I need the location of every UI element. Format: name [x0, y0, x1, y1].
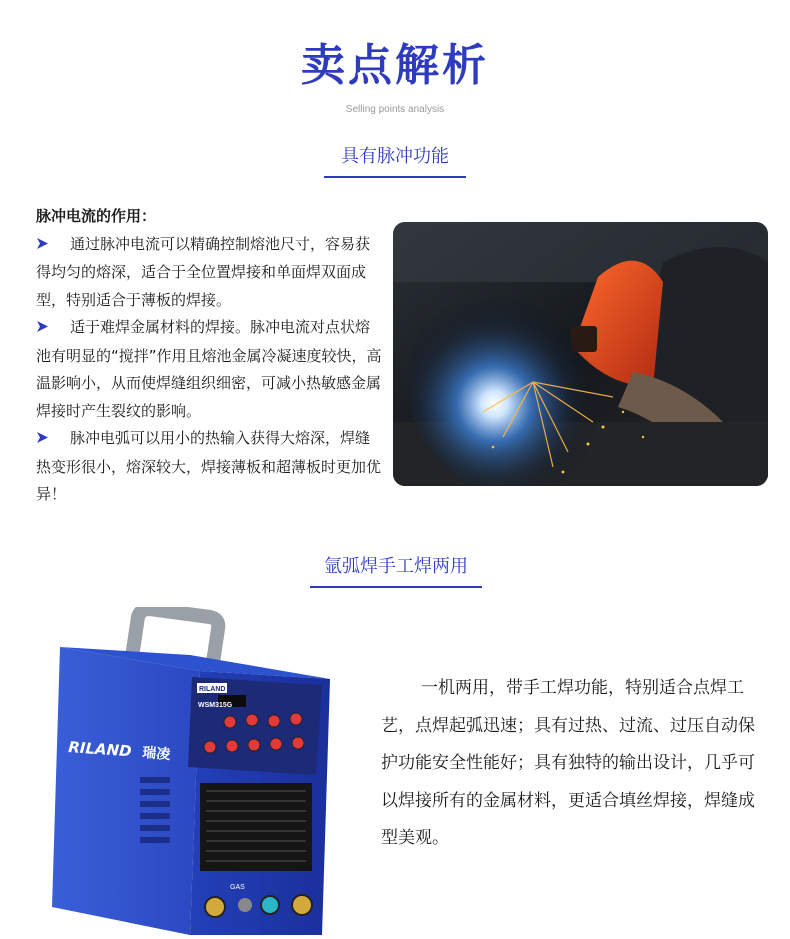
pulse-intro: 脉冲电流的作用：: [36, 207, 157, 225]
arrow-bullet-icon: [36, 232, 70, 260]
heading-underline: [324, 176, 466, 178]
page-subtitle: Selling points analysis: [345, 104, 445, 115]
welding-photo: [393, 222, 768, 486]
arrow-bullet-icon: [36, 315, 70, 343]
section-heading-pulse-label: 具有脉冲功能: [341, 146, 449, 167]
pulse-description: [36, 203, 382, 509]
brand-plate-text: RILAND: [199, 686, 226, 693]
pulse-point: [36, 314, 382, 425]
pulse-point-text: 脉冲电弧可以用小的热输入获得大熔深，焊缝热变形很小，熔深较大，焊接薄板和超薄板时更加优异！: [36, 429, 382, 503]
section-heading-pulse: [324, 144, 466, 170]
heading-underline: [310, 586, 482, 588]
page-title: 卖点解析: [301, 40, 489, 91]
welding-machine-photo: [40, 607, 360, 935]
front-vent: [200, 783, 312, 871]
arrow-bullet-icon: [36, 426, 70, 454]
section-heading-dual-label: 氩弧焊手工焊两用: [324, 556, 468, 577]
gas-label: GAS: [230, 884, 245, 891]
pulse-point: [36, 231, 382, 315]
machine-brand-cn: 瑞凌: [141, 745, 171, 763]
pulse-point-text: 通过脉冲电流可以精确控制熔池尺寸，容易获得均匀的熔深，适合于全位置焊接和单面焊双面成型，特别适合于薄板的焊接。: [36, 234, 371, 309]
model-label: WSM315G: [198, 702, 233, 709]
section-heading-dual: [310, 554, 482, 580]
dual-use-description: 一机两用，带手工焊功能，特别适合点焊工艺，点焊起弧迅速；具有过热、过流、过压自动保护功能安全性能好；具有独特的输出设计，几乎可以焊接所有的金属材料，更适合填丝焊接，焊缝成型美观。: [381, 678, 755, 848]
pulse-point-text: 适于难焊金属材料的焊接。脉冲电流对点状熔池有明显的“搅拌”作用且熔池金属冷凝速度较快，高温影响小，从而使焊缝组织细密，可减小热敏感金属焊接时产生裂纹的影响。: [36, 318, 382, 420]
pulse-point: [36, 425, 382, 509]
machine-brand: RILAND: [67, 738, 133, 761]
